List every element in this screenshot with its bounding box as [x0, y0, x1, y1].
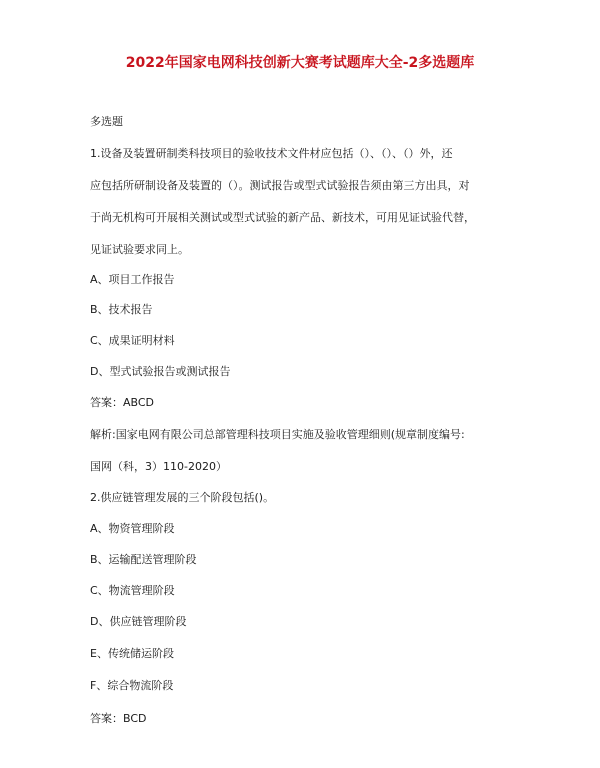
section-heading: 多选题	[90, 115, 123, 128]
q2-option-b: B、运输配送管理阶段	[90, 553, 197, 566]
q1-option-b: B、技术报告	[90, 303, 153, 316]
q1-answer: 答案：ABCD	[90, 396, 155, 409]
q1-analysis-line-1: 解析:国家电网有限公司总部管理科技项目实施及验收管理细则(规章制度编号:	[90, 428, 465, 441]
q2-option-d: D、供应链管理阶段	[90, 615, 187, 628]
q1-text-line-2: 应包括所研制设备及装置的（）。测试报告或型式试验报告须由第三方出具，对	[90, 179, 470, 192]
q2-option-c: C、物流管理阶段	[90, 584, 175, 597]
q2-option-a: A、物资管理阶段	[90, 522, 175, 535]
q2-text: 2.供应链管理发展的三个阶段包括()。	[90, 491, 275, 504]
document-title: 2022年国家电网科技创新大赛考试题库大全-2多选题库	[125, 55, 475, 71]
q1-option-c: C、成果证明材料	[90, 334, 175, 347]
q1-text-line-1: 1.设备及装置研制类科技项目的验收技术文件材应包括（）、（）、（）外，还	[90, 147, 453, 160]
q2-option-f: F、综合物流阶段	[90, 679, 174, 692]
q2-answer: 答案：BCD	[90, 712, 147, 725]
q1-text-line-4: 见证试验要求同上。	[90, 243, 189, 256]
q2-option-e: E、传统储运阶段	[90, 647, 174, 660]
q1-text-line-3: 于尚无机构可开展相关测试或型式试验的新产品、新技术，可用见证试验代替，	[90, 211, 475, 224]
q1-analysis-line-2: 国网（科，3）110-2020）	[90, 460, 227, 473]
q1-option-d: D、型式试验报告或测试报告	[90, 365, 231, 378]
q1-option-a: A、项目工作报告	[90, 273, 175, 286]
